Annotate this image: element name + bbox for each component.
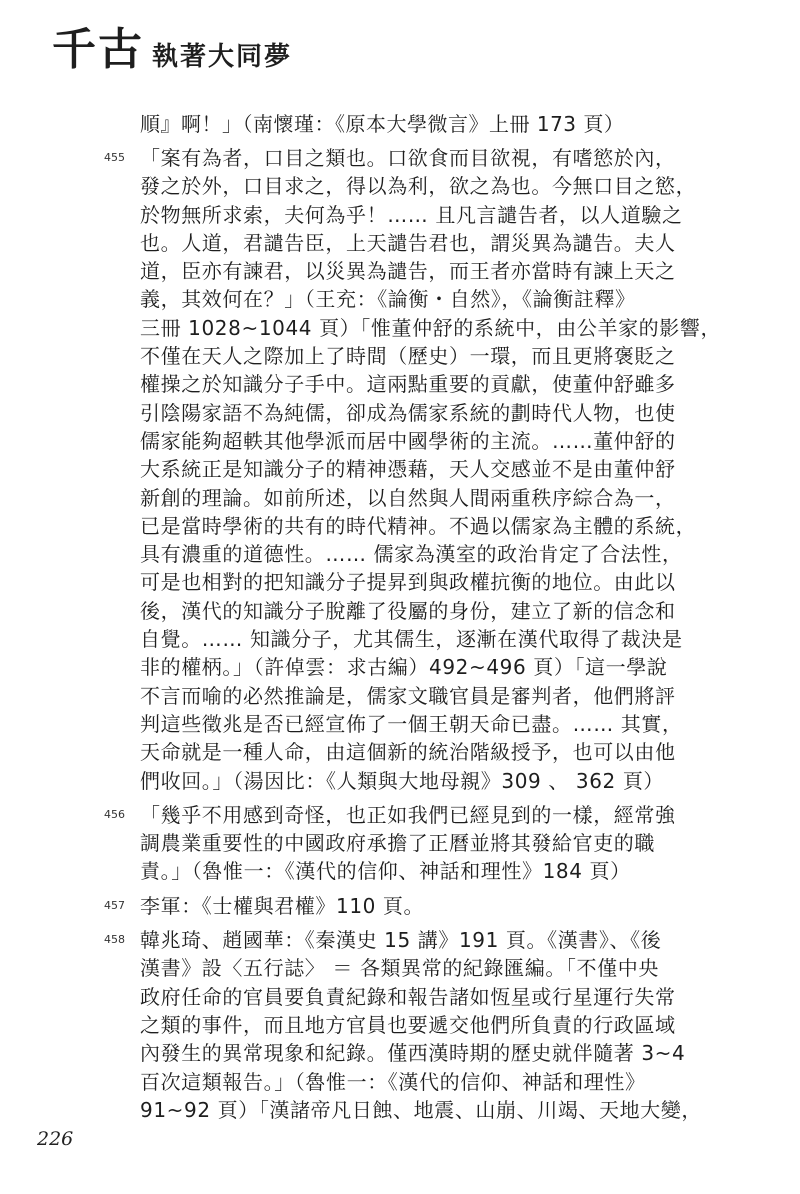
header-title-small: 執著大同夢 [152, 42, 293, 72]
header-title-large: 千古 [52, 24, 144, 75]
text-line: 政府任命的官員要負責紀錄和報告諸如恆星或行星運行失常 [140, 984, 676, 1009]
text-line: 責。」（魯惟一：《漢代的信仰、神話和理性》184 頁） [140, 859, 631, 884]
text-line: 道，臣亦有諫君，以災異為譴告，而王者亦當時有諫上天之 [140, 259, 676, 284]
footnote-455 [104, 144, 722, 795]
text-line: 三冊 1028~1044 頁）「惟董仲舒的系統中，由公羊家的影響， [140, 315, 722, 340]
text-line: 韓兆琦、趙國華：《秦漢史 15 講》191 頁。《漢書》、《後 [140, 928, 662, 953]
text-line: 權操之於知識分子手中。這兩點重要的貢獻，使董仲舒雖多 [140, 372, 676, 397]
text-line: 91~92 頁）「漢諸帝凡日蝕、地震、山崩、川竭、天地大變， [140, 1097, 703, 1122]
footnote-body [140, 801, 679, 886]
footnote-458 [104, 926, 703, 1124]
footnote-number: 457 [104, 898, 125, 912]
footnotes-area [104, 110, 722, 1124]
text-line: 可是也相對的把知識分子提昇到與政權抗衡的地位。由此以 [140, 570, 676, 595]
footnote-body [140, 144, 721, 795]
continuation-line: 順』啊！」（南懷瑾：《原本大學微言》上冊 173 頁） [140, 112, 625, 136]
text-line: 內發生的異常現象和紀錄。僅西漢時期的歷史就伴隨著 3~4 [140, 1041, 686, 1066]
text-line: 自覺。…… 知識分子，尤其儒生，逐漸在漢代取得了裁決是 [140, 627, 683, 652]
text-line: 天命就是一種人命，由這個新的統治階級授予，也可以由他 [140, 740, 676, 765]
text-line: 已是當時學術的共有的時代精神。不過以儒家為主體的系統， [140, 513, 697, 538]
running-header [52, 22, 292, 78]
text-line: 後，漢代的知識分子脫離了役屬的身份，建立了新的信念和 [140, 598, 676, 623]
footnote-457 [104, 892, 679, 920]
footnote-number: 458 [104, 933, 125, 947]
text-line: 之類的事件，而且地方官員也要遞交他們所負責的行政區域 [140, 1012, 676, 1037]
text-line: 不言而喻的必然推論是，儒家文職官員是審判者，他們將評 [140, 683, 676, 708]
text-line: 也。人道，君譴告臣，上天譴告君也，謂災異為譴告。夫人 [140, 230, 676, 255]
text-line: 引陰陽家語不為純儒，卻成為儒家系統的劃時代人物，也使 [140, 400, 676, 425]
footnote-body [140, 892, 679, 920]
text-line: 不僅在天人之際加上了時間（歷史）一環，而且更將褒貶之 [140, 344, 676, 369]
text-line: 義，其效何在？」（王充：《論衡・自然》，《論衡註釋》 [140, 287, 636, 312]
text-line: 非的權柄。」（許倬雲：求古編）492~496 頁）「這一學說 [140, 655, 668, 680]
text-line: 大系統正是知識分子的精神憑藉，天人交感並不是由董仲舒 [140, 457, 676, 482]
text-line: 於物無所求索，夫何為乎！…… 且凡言譴告者，以人道驗之 [140, 202, 683, 227]
footnote-number: 455 [104, 151, 125, 164]
page-number: 226 [37, 1128, 74, 1150]
text-line: 儒家能夠超軼其他學派而居中國學術的主流。……董仲舒的 [140, 428, 676, 453]
text-line: 發之於外，口目求之，得以為利，欲之為也。今無口目之慾， [140, 174, 697, 199]
text-line: 漢書》設〈五行誌〉 ＝ 各類異常的紀錄匯編。「不僅中央 [140, 956, 659, 981]
footnote-number: 456 [104, 807, 125, 821]
footnote-body [140, 926, 702, 1124]
text-line: 百次這類報告。」（魯惟一：《漢代的信仰、神話和理性》 [140, 1069, 646, 1094]
text-line: 判這些徵兆是否已經宣佈了一個王朝天命已盡。…… 其實， [140, 711, 683, 736]
text-line: 具有濃重的道德性。…… 儒家為漢室的政治肯定了合法性， [140, 542, 683, 567]
footnote-456 [104, 801, 679, 886]
text-line: 們收回。」（湯因比：《人類與大地母親》309 、 362 頁） [140, 768, 665, 793]
text-line: 新創的理論。如前所述，以自然與人間兩重秩序綜合為一， [140, 485, 676, 510]
text-line: 李軍：《士權與君權》110 頁。 [140, 893, 425, 918]
text-line: 調農業重要性的中國政府承擔了正曆並將其發給官吏的職 [140, 831, 655, 856]
text-line: 「案有為者，口目之類也。口欲食而目欲視，有嗜慾於內， [140, 146, 676, 170]
text-line: 「幾乎不用感到奇怪，也正如我們已經見到的一樣，經常強 [140, 802, 676, 827]
